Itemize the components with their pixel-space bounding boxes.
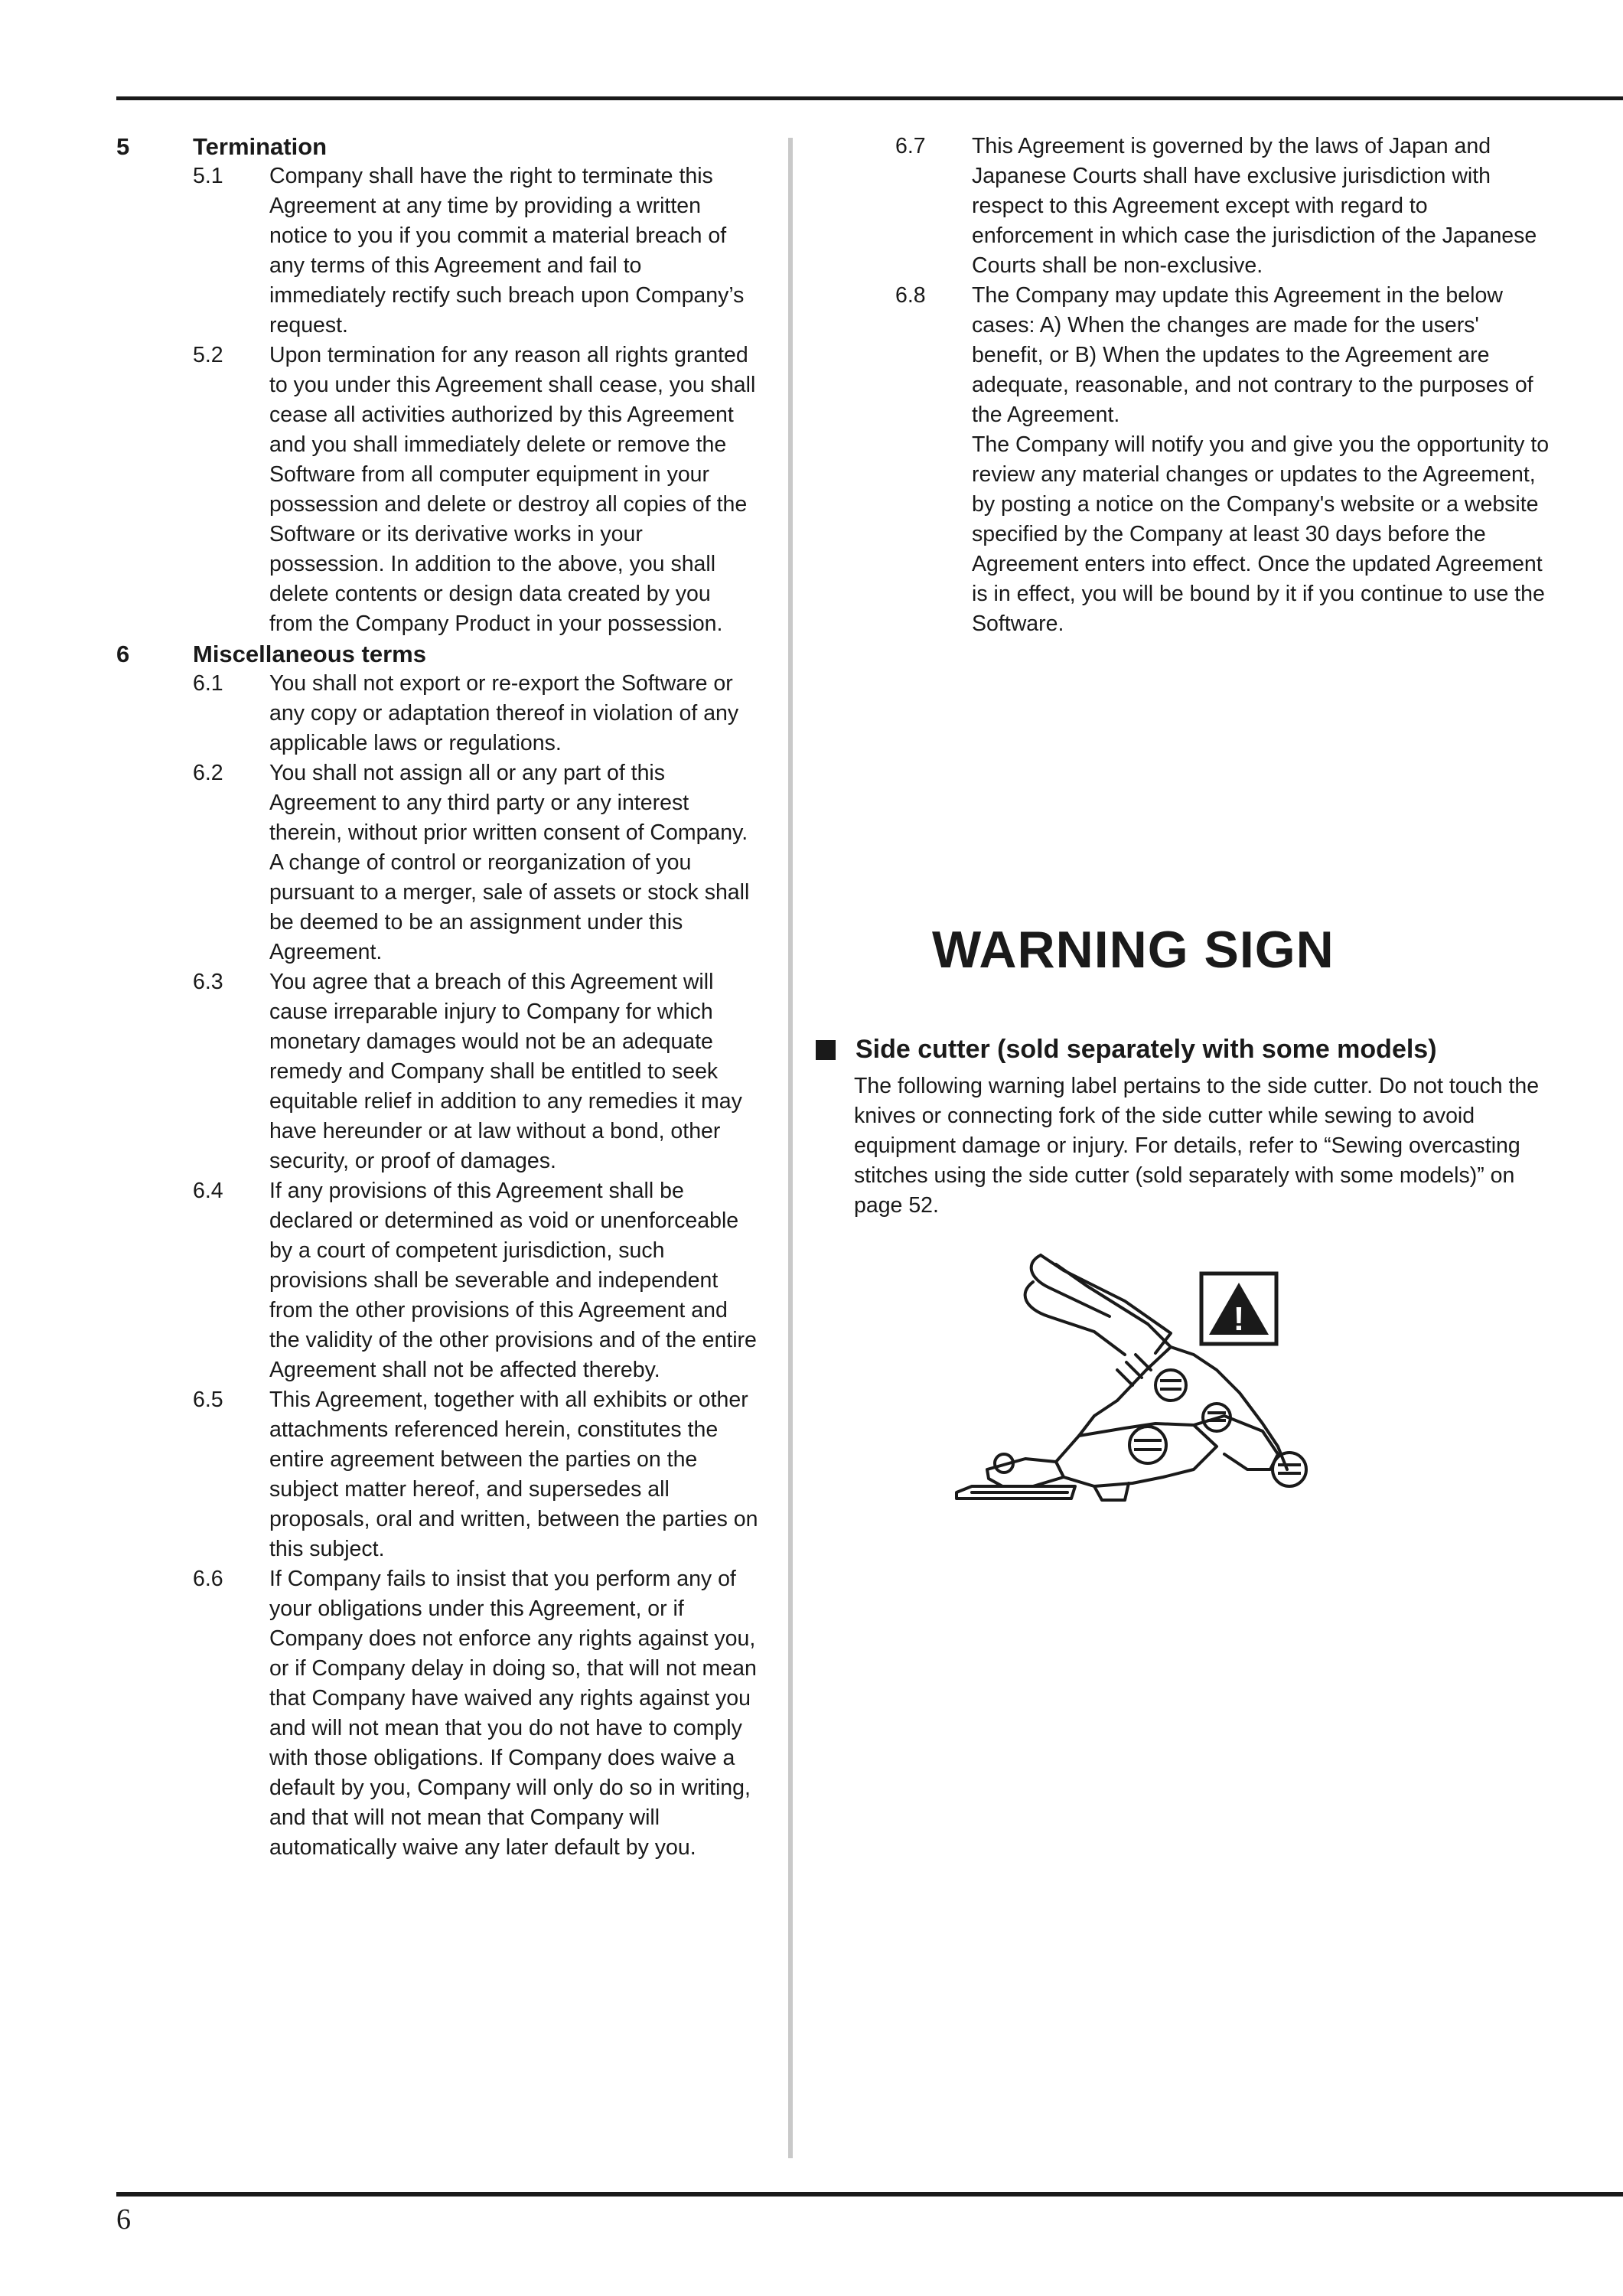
page-number: 6 (116, 2203, 131, 2236)
lower-link (1194, 1416, 1278, 1469)
right-column (819, 132, 1553, 639)
clause-text: If Company fails to insist that you perform any of your obligations under this Agreement, or if Company does not enforce any rights against you, or if Company delay in doing so, that will not mean that Company have waived any rights against you and will not mean that you do not have to comply with those obligations. If Company does waive a default by you, Company will only do so in writing, and that will not mean that Company will automatically waive any later default by you. (269, 1567, 757, 1860)
section-number: 5 (116, 133, 130, 160)
clause-text: You agree that a breach of this Agreement will cause irreparable injury to Company for which monetary damages would not be an adequate remedy and Company shall be entitled to seek equitable relief in addition to any remedies it may have hereunder or at law without a bond, other security, or proof of damages. (269, 970, 742, 1173)
clause-text: This Agreement, together with all exhibits or other attachments referenced herein, constitutes the entire agreement between the parties on the subject matter hereof, and supersedes all proposals, oral and written, between the parties on this subject. (269, 1388, 758, 1561)
top-rule (116, 96, 1623, 100)
clause-number: 6.5 (193, 1388, 223, 1412)
section-heading (116, 132, 759, 161)
right-screw (1273, 1453, 1306, 1486)
section-title: Miscellaneous terms (193, 641, 426, 667)
clause-number: 6.6 (193, 1567, 223, 1591)
clause (193, 1385, 759, 1564)
clause-number: 5.2 (193, 343, 223, 367)
clause-number: 6.2 (193, 761, 223, 785)
clause (193, 341, 759, 639)
section-title: Termination (193, 133, 328, 160)
clause (193, 758, 759, 967)
fork-tine-upper (1031, 1255, 1110, 1316)
main-screw-slot (1134, 1440, 1162, 1450)
square-bullet-icon (816, 1040, 836, 1060)
clause-number: 5.1 (193, 164, 223, 188)
clause (193, 161, 759, 341)
clause (895, 281, 1553, 639)
clause-text: This Agreement is governed by the laws of Japan and Japanese Courts shall have exclusive jurisdiction with respect to this Agreement except with regard to enforcement in which case the jurisdiction of the Japanese Courts shall be non-exclusive. (972, 134, 1537, 278)
left-column (116, 132, 759, 1863)
clause-text: You shall not assign all or any part of this Agreement to any third party or any interest therein, without prior written consent of Company. A change of control or reorganization of you pursuant to a merger, sale of assets or stock shall be deemed to be an assignment under this Agreement. (269, 761, 750, 964)
clause-number: 6.8 (895, 283, 926, 308)
section-number: 6 (116, 641, 130, 667)
clause-number: 6.4 (193, 1179, 223, 1203)
clause-text: You shall not export or re-export the Software or any copy or adaptation thereof in violation of any applicable laws or regulations. (269, 671, 739, 755)
main-screw (1129, 1427, 1166, 1463)
clause-number: 6.1 (193, 671, 223, 696)
clause (193, 967, 759, 1176)
clause (895, 132, 1553, 281)
side-cutter-heading (816, 1035, 1437, 1065)
clause-number: 6.3 (193, 970, 223, 994)
clause (193, 1176, 759, 1385)
clause (193, 1564, 759, 1863)
clause (193, 669, 759, 758)
clause-text-continued: The Company will notify you and give you the opportunity to review any material changes or updates to the Agreement, by posting a notice on the Company's website or a website specified by the Company at least 30 days before the Agreement enters into effect. Once the updated Agreement is in effect, you will be bound by it if you continue to use the Software. (972, 432, 1550, 636)
upper-screw (1155, 1370, 1186, 1401)
warning-exclamation: ! (1233, 1300, 1245, 1338)
clause-number: 6.7 (895, 134, 926, 158)
side-cutter-description: The following warning label pertains to the side cutter. Do not touch the knives or connecting fork of the side cutter while sewing to avoid equipment damage or injury. For details, refer to “Sewing overcasting stitches using the side cutter (sold separately with some models)” on page 52. (854, 1074, 1540, 1218)
upper-screw-slot (1160, 1381, 1181, 1389)
clause-text: If any provisions of this Agreement shall be declared or determined as void or unenforceable by a court of competent jurisdiction, such provisions shall be severable and independent from the other provisions of this Agreement and the validity of the other provisions and of the entire Agreement shall not be affected thereby. (269, 1179, 757, 1382)
warning-label (1201, 1274, 1276, 1344)
right-screw-slot (1278, 1465, 1301, 1473)
side-cutter-illustration (941, 1240, 1347, 1531)
fork-inner-edge (1056, 1264, 1171, 1347)
column-divider (788, 138, 793, 2158)
clause-text: Company shall have the right to terminate this Agreement at any time by providing a written notice to you if you commit a material breach of any terms of this Agreement and fail to immediately rectify such breach upon Company’s request. (269, 164, 745, 338)
clause-text: The Company may update this Agreement in the below cases: A) When the changes are made for the users' benefit, or B) When the updates to the Agreement are adequate, reasonable, and not contrary to the purposes of the Agreement. (972, 283, 1533, 427)
section-heading (116, 639, 759, 669)
side-cutter-heading-text: Side cutter (sold separately with some models) (855, 1035, 1437, 1064)
clause-text: Upon termination for any reason all rights granted to you under this Agreement shall cease, you shall cease all activities authorized by this Agreement and you shall immediately delete or remove the Software from all computer equipment in your possession and delete or destroy all copies of the Software or its derivative works in your possession. In addition to the above, you shall delete contents or design data created by you from the Company Product in your possession. (269, 343, 756, 636)
bottom-rule (116, 2192, 1623, 2197)
warning-sign-title: WARNING SIGN (932, 921, 1335, 979)
